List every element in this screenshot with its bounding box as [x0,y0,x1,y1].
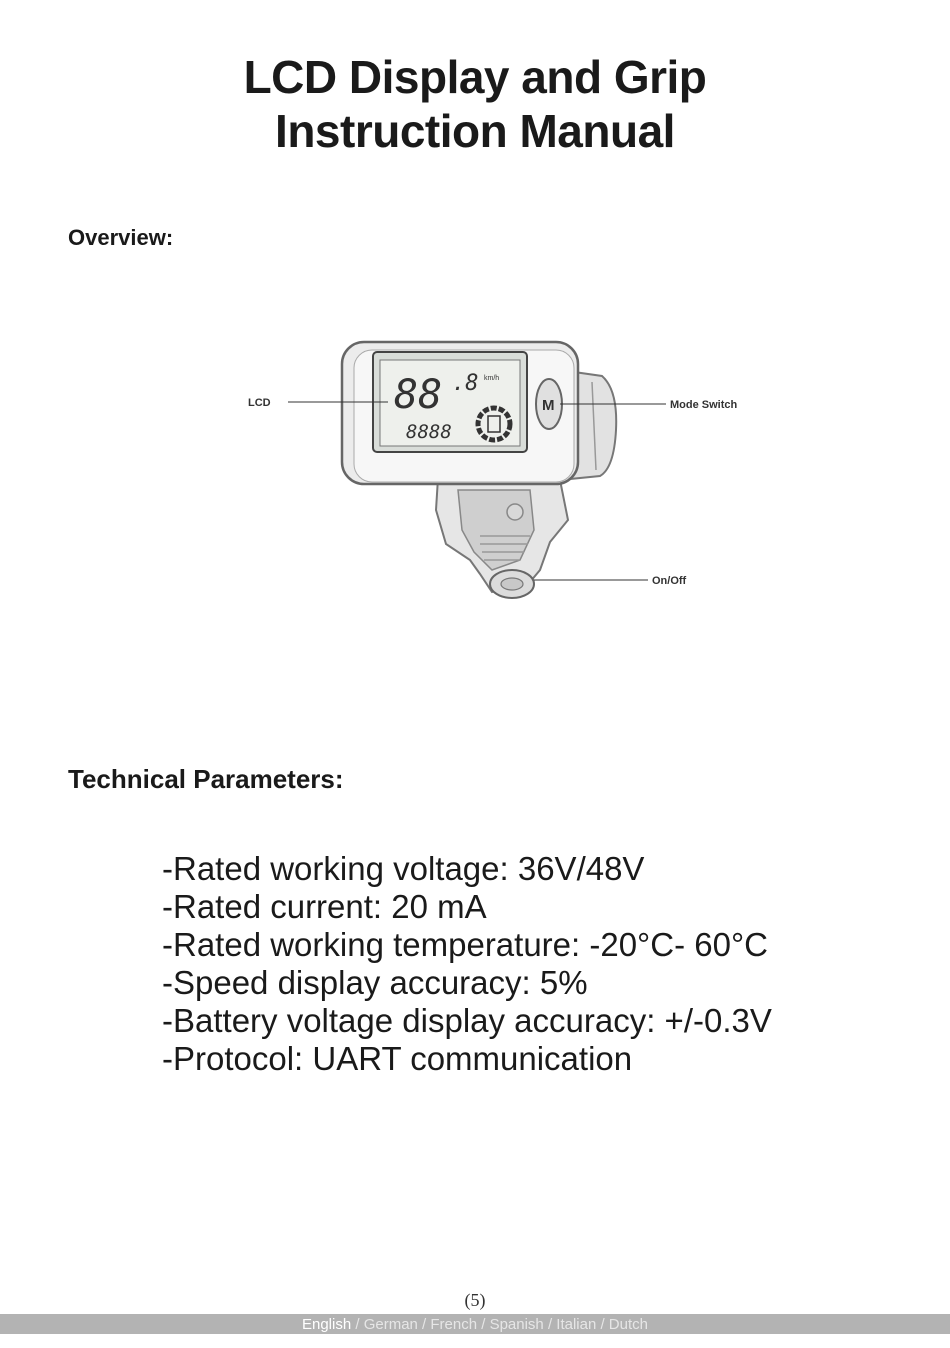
lcd-screen [373,352,527,452]
parameter-item: -Battery voltage display accuracy: +/-0.3V [162,1002,772,1039]
parameter-item: -Speed display accuracy: 5% [162,964,588,1001]
parameter-item: -Protocol: UART communication [162,1040,633,1077]
lcd-grip-diagram [230,330,770,610]
technical-parameters-list [162,850,772,1078]
title-line-2: Instruction Manual [275,105,675,157]
page-number: (5) [464,1290,486,1310]
lcd-speed-decimal: .8 [452,371,479,396]
language-bar [0,1314,950,1334]
lcd-speed-digits: 88 [394,372,443,418]
language-active[interactable]: English [301,1316,352,1333]
parameter-item: -Rated working temperature: -20°C- 60°C [162,926,768,963]
overview-heading: Overview: [68,225,174,250]
lcd-odometer: 8888 [406,421,452,443]
parameter-item: -Rated current: 20 mA [162,888,487,925]
lcd-speed-unit: km/h [484,375,500,382]
title-line-1: LCD Display and Grip [243,51,707,103]
technical-parameters-heading: Technical Parameters: [68,764,344,794]
mode-switch-button [536,379,562,429]
mode-button-label: M [542,397,555,414]
parameter-item: -Rated working voltage: 36V/48V [162,850,645,887]
language-others[interactable]: / German / French / Spanish / Italian / Dutch [351,1316,648,1333]
lcd-label: LCD [248,397,271,409]
on-off-label: On/Off [652,575,687,587]
page-title [0,50,950,158]
on-off-button [490,570,534,598]
mode-switch-label: Mode Switch [670,399,738,411]
